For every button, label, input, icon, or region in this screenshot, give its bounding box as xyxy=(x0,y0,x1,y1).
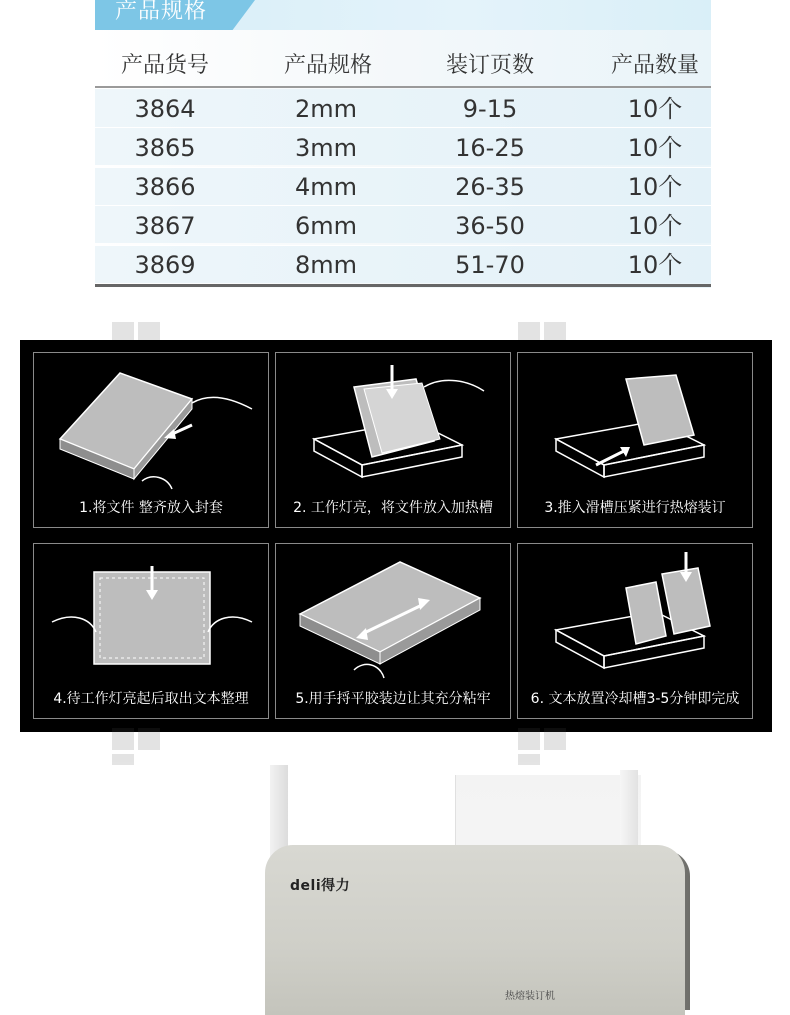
brand-logo: deli得力 xyxy=(290,878,351,894)
binding-machine xyxy=(265,845,685,1015)
table-cell: 16-25 xyxy=(455,134,525,162)
table-cell: 9-15 xyxy=(462,95,518,123)
step-3-caption: 3.推入滑槽压紧进行热熔装订 xyxy=(544,500,726,516)
header-spec: 产品规格 xyxy=(283,53,373,78)
header-quantity: 产品数量 xyxy=(610,53,700,78)
step-4-card xyxy=(33,543,269,719)
step-4-caption: 4.待工作灯亮起后取出文本整理 xyxy=(53,691,249,707)
machine-label: 热熔装订机 xyxy=(505,991,555,1002)
cooling-slot-icon xyxy=(526,552,746,688)
remove-document-icon xyxy=(42,552,262,688)
table-cell: 8mm xyxy=(294,251,358,279)
step-5-caption: 5.用手捋平胶装边让其充分粘牢 xyxy=(295,691,491,707)
table-cell: 3864 xyxy=(134,95,196,123)
step-6-card xyxy=(517,543,753,719)
steps-panel xyxy=(20,340,772,732)
table-bottom-rule xyxy=(95,284,711,287)
table-cell: 4mm xyxy=(294,173,358,201)
push-slider-icon xyxy=(526,361,746,497)
table-cell: 10个 xyxy=(627,251,683,279)
table-cell: 36-50 xyxy=(455,212,525,240)
table-cell: 6mm xyxy=(294,212,358,240)
smooth-spine-icon xyxy=(284,552,504,688)
step-1-card xyxy=(33,352,269,528)
header-divider xyxy=(95,86,711,88)
table-cell: 3865 xyxy=(134,134,196,162)
product-photo xyxy=(0,765,790,1002)
table-cell: 3867 xyxy=(134,212,196,240)
table-cell: 10个 xyxy=(627,134,683,162)
step-6-caption: 6. 文本放置冷却槽3-5分钟即完成 xyxy=(530,691,740,707)
step-2-caption: 2. 工作灯亮，将文件放入加热槽 xyxy=(293,500,493,516)
table-cell: 2mm xyxy=(294,95,358,123)
step-3-card xyxy=(517,352,753,528)
insert-into-cover-icon xyxy=(42,361,262,497)
step-2-card xyxy=(275,352,511,528)
table-cell: 3869 xyxy=(134,251,196,279)
table-cell: 10个 xyxy=(627,173,683,201)
header-pages: 装订页数 xyxy=(445,53,535,78)
table-cell: 3866 xyxy=(134,173,196,201)
step-1-caption: 1.将文件 整齐放入封套 xyxy=(79,500,223,516)
table-cell: 3mm xyxy=(294,134,358,162)
spec-tab-label: 产品规格 xyxy=(115,0,208,24)
step-5-card xyxy=(275,543,511,719)
spec-section xyxy=(0,0,790,310)
table-cell: 51-70 xyxy=(455,251,525,279)
table-cell: 10个 xyxy=(627,212,683,240)
table-cell: 26-35 xyxy=(455,173,525,201)
table-cell: 10个 xyxy=(627,95,683,123)
place-in-heat-slot-icon xyxy=(284,361,504,497)
header-item-number: 产品货号 xyxy=(120,53,210,78)
